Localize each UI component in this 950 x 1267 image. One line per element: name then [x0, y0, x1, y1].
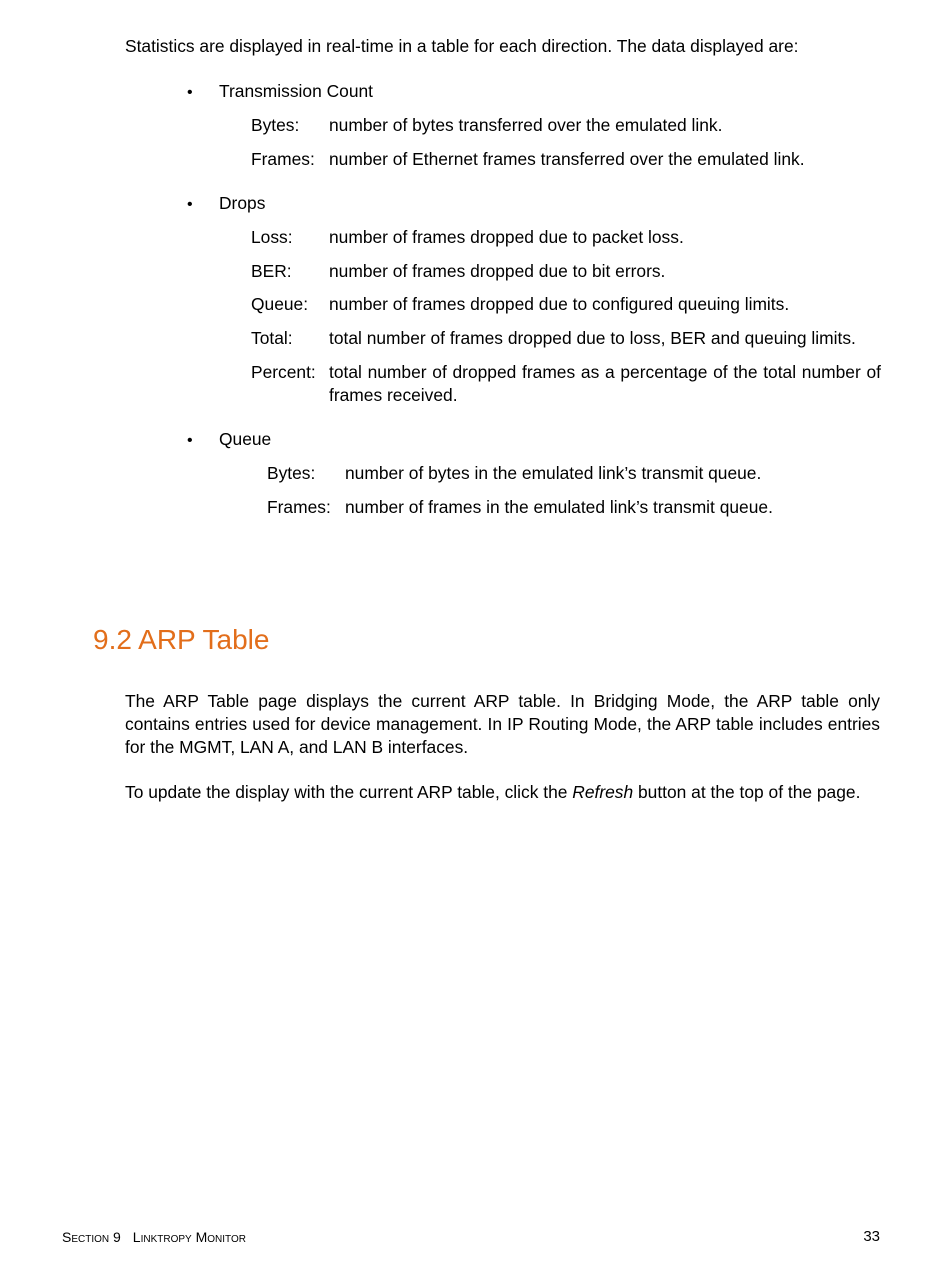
definition-term: Percent: — [251, 362, 316, 382]
section-heading: 9.2 ARP Table — [93, 624, 270, 655]
footer-section: Section 9 — [62, 1229, 121, 1245]
definition-term: Frames: — [267, 497, 331, 517]
definition-term: Bytes: — [267, 463, 316, 483]
definition-description: number of bytes transferred over the emulated link. — [329, 115, 723, 135]
definition-term: BER: — [251, 261, 292, 281]
definition-row — [267, 496, 881, 519]
footer-section-label — [62, 1227, 246, 1247]
instruction-text-after: button at the top of the page. — [633, 782, 861, 802]
definition-row — [251, 361, 881, 407]
bullet-title: Transmission Count — [219, 81, 373, 101]
refresh-instruction-paragraph — [125, 781, 880, 804]
definition-description: number of frames dropped due to packet loss. — [329, 227, 684, 247]
definition-term: Frames: — [251, 149, 315, 169]
instruction-text-before: To update the display with the current ARP table, click the — [125, 782, 573, 802]
definition-row — [251, 114, 881, 137]
definition-term: Bytes: — [251, 115, 300, 135]
bullet-icon: • — [187, 432, 193, 449]
bullet-transmission-count — [187, 80, 887, 104]
definition-row — [251, 327, 881, 350]
bullet-title: Queue — [219, 429, 272, 449]
definition-row — [267, 462, 881, 485]
intro-paragraph: Statistics are displayed in real-time in a table for each direction. The data displayed are: — [125, 36, 799, 56]
arp-description-paragraph: The ARP Table page displays the current ARP table. In Bridging Mode, the ARP table only contains entries used for device management. In IP Routing Mode, the ARP table includes entries for the MGMT, LAN A, and LAN B interfaces. — [125, 691, 880, 757]
refresh-emphasis: Refresh — [572, 782, 634, 802]
bullet-drops — [187, 192, 887, 216]
definition-description: total number of dropped frames as a percentage of the total number of frames received. — [329, 362, 881, 405]
definition-row — [251, 293, 881, 316]
definition-row — [251, 148, 881, 171]
definition-description: total number of frames dropped due to loss, BER and queuing limits. — [329, 328, 856, 348]
definition-term: Total: — [251, 328, 293, 348]
definition-description: number of bytes in the emulated link’s transmit queue. — [345, 463, 762, 483]
definition-term: Queue: — [251, 294, 309, 314]
footer-title: Linktropy Monitor — [132, 1229, 246, 1245]
definition-row — [251, 260, 881, 283]
definition-description: number of frames dropped due to bit errors. — [329, 261, 666, 281]
bullet-title: Drops — [219, 193, 266, 213]
page-number: 33 — [863, 1228, 880, 1245]
bullet-icon: • — [187, 84, 193, 101]
definition-description: number of frames dropped due to configured queuing limits. — [329, 294, 790, 314]
definition-description: number of Ethernet frames transferred over the emulated link. — [329, 149, 805, 169]
definition-row — [251, 226, 881, 249]
bullet-icon: • — [187, 196, 193, 213]
definition-description: number of frames in the emulated link’s transmit queue. — [345, 497, 773, 517]
definition-term: Loss: — [251, 227, 293, 247]
bullet-queue — [187, 428, 887, 452]
